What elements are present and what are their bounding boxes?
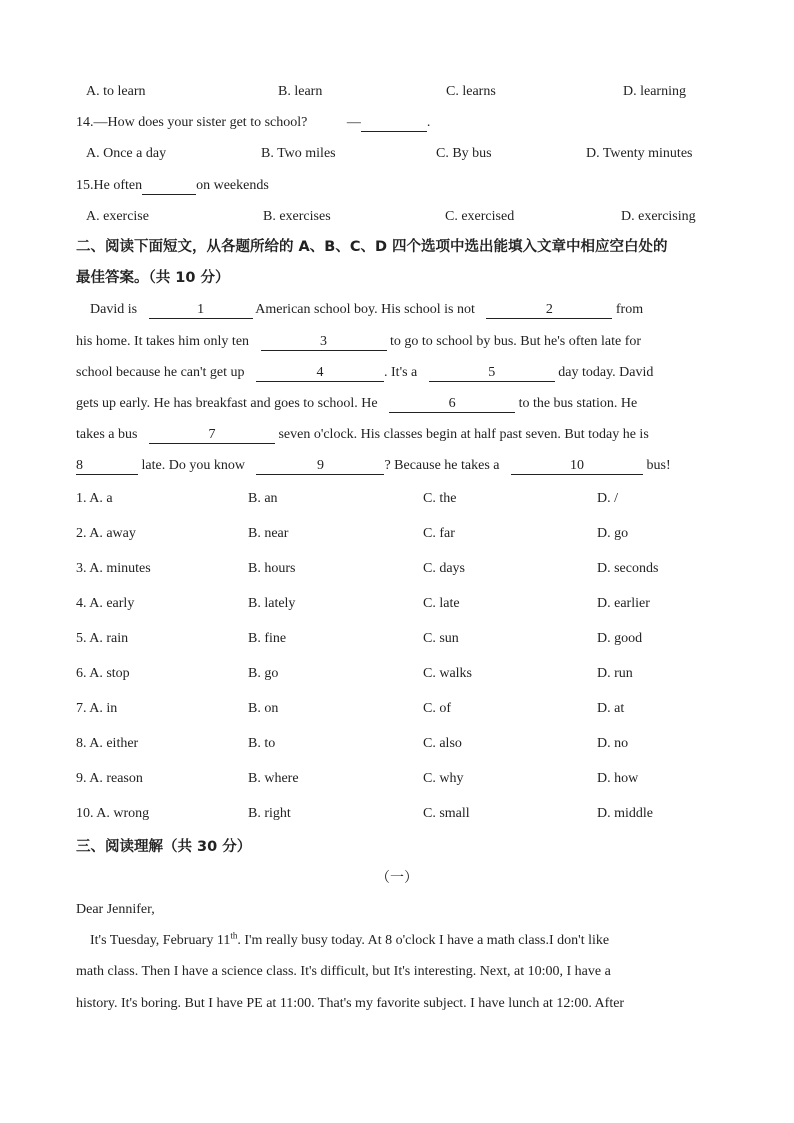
cloze-text: American school boy. His school is not <box>255 302 475 317</box>
q15-blank <box>142 178 196 195</box>
q15-post: on weekends <box>196 178 269 193</box>
cloze-line-4 <box>76 395 637 413</box>
q14-option-b: B. Two miles <box>261 146 336 161</box>
letter-text: It's Tuesday, February 11 <box>90 933 231 948</box>
q13-option-a: A. to learn <box>86 84 146 99</box>
q13-option-b: B. learn <box>278 84 323 99</box>
option-d: D. good <box>597 631 643 646</box>
option-a: 10. A. wrong <box>76 806 150 821</box>
section2-heading-line2: 最佳答案。（共 10 分） <box>76 270 230 286</box>
q13-option-c: C. learns <box>446 84 496 99</box>
q15-option-a: A. exercise <box>86 209 149 224</box>
letter-text: . I'm really busy today. At 8 o'clock I have a math class.I don't like <box>237 933 610 948</box>
passage-part-label: （一） <box>376 871 418 886</box>
q15-stem <box>76 177 269 195</box>
option-d: D. run <box>597 666 633 681</box>
q15-option-c: C. exercised <box>445 209 515 224</box>
option-d: D. seconds <box>597 561 659 576</box>
q14-blank <box>361 115 427 132</box>
option-c: C. the <box>423 491 457 506</box>
option-b: B. where <box>248 771 299 786</box>
cloze-blank-1: 1 <box>149 302 253 319</box>
option-b: B. to <box>248 736 276 751</box>
option-a: 9. A. reason <box>76 771 143 786</box>
cloze-text: David is <box>90 302 138 317</box>
cloze-text: seven o'clock. His classes begin at half past seven. But today he is <box>278 427 649 442</box>
cloze-blank-9: 9 <box>256 458 384 475</box>
cloze-text: takes a bus <box>76 427 138 442</box>
option-d: D. earlier <box>597 596 650 611</box>
option-c: C. of <box>423 701 451 716</box>
section3-heading: 三、阅读理解（共 30 分） <box>76 839 252 855</box>
option-d: D. no <box>597 736 629 751</box>
q14-option-d: D. Twenty minutes <box>586 146 693 161</box>
option-a: 6. A. stop <box>76 666 130 681</box>
q14-question: 14.—How does your sister get to school? <box>76 115 308 130</box>
letter-superscript: th <box>230 930 238 941</box>
letter-line-1 <box>90 932 609 950</box>
letter-greeting: Dear Jennifer, <box>76 902 155 917</box>
cloze-blank-10: 10 <box>511 458 643 475</box>
cloze-blank-7: 7 <box>149 427 275 444</box>
option-d: D. at <box>597 701 625 716</box>
option-a: 5. A. rain <box>76 631 129 646</box>
cloze-text: to go to school by bus. But he's often late for <box>390 334 642 349</box>
cloze-text: . It's a <box>384 365 418 380</box>
option-b: B. an <box>248 491 278 506</box>
cloze-text: from <box>615 302 644 317</box>
letter-line-3: history. It's boring. But I have PE at 11:00. That's my favorite subject. I have lunch at 12:00. After <box>76 996 625 1011</box>
q15-option-b: B. exercises <box>263 209 331 224</box>
cloze-text: ? Because he takes a <box>384 458 500 473</box>
section2-heading-line1: 二、阅读下面短文，从各题所给的 A、B、C、D 四个选项中选出能填入文章中相应空白处的 <box>76 239 668 255</box>
option-a: 4. A. early <box>76 596 135 611</box>
option-a: 8. A. either <box>76 736 139 751</box>
q14-option-c: C. By bus <box>436 146 492 161</box>
cloze-line-3 <box>76 364 653 382</box>
option-a: 7. A. in <box>76 701 118 716</box>
cloze-text: his home. It takes him only ten <box>76 334 250 349</box>
letter-line-2: math class. Then I have a science class. It's difficult, but It's interesting. Next, at 10:00, I have a <box>76 964 611 979</box>
cloze-line-1 <box>90 301 643 319</box>
cloze-blank-6: 6 <box>389 396 515 413</box>
cloze-text: to the bus station. He <box>518 396 638 411</box>
option-b: B. hours <box>248 561 296 576</box>
option-b: B. fine <box>248 631 287 646</box>
option-b: B. go <box>248 666 279 681</box>
option-a: 2. A. away <box>76 526 136 541</box>
cloze-text: late. Do you know <box>141 458 245 473</box>
option-b: B. lately <box>248 596 296 611</box>
option-c: C. days <box>423 561 465 576</box>
option-c: C. sun <box>423 631 459 646</box>
q15-pre: 15.He often <box>76 178 143 193</box>
cloze-blank-8: 8 <box>76 458 138 475</box>
q13-option-d: D. learning <box>623 84 686 99</box>
option-d: D. go <box>597 526 629 541</box>
option-c: C. late <box>423 596 460 611</box>
q14-stem: 14.—How does your sister get to school? — . <box>76 115 431 130</box>
cloze-blank-4: 4 <box>256 365 384 382</box>
cloze-blank-3: 3 <box>261 334 387 351</box>
option-c: C. small <box>423 806 470 821</box>
option-b: B. right <box>248 806 291 821</box>
q14-option-a: A. Once a day <box>86 146 167 161</box>
option-b: B. on <box>248 701 279 716</box>
cloze-text: school because he can't get up <box>76 365 245 380</box>
cloze-text: bus! <box>646 458 671 473</box>
option-c: C. walks <box>423 666 472 681</box>
cloze-line-5 <box>76 426 649 444</box>
q14-dash: — <box>346 115 361 130</box>
cloze-line-2 <box>76 333 641 351</box>
cloze-line-6 <box>76 457 671 475</box>
q15-option-d: D. exercising <box>621 209 696 224</box>
option-c: C. why <box>423 771 464 786</box>
option-c: C. also <box>423 736 462 751</box>
option-a: 3. A. minutes <box>76 561 151 576</box>
option-d: D. how <box>597 771 639 786</box>
cloze-blank-2: 2 <box>486 302 612 319</box>
cloze-text: day today. David <box>558 365 654 380</box>
option-d: D. middle <box>597 806 653 821</box>
option-c: C. far <box>423 526 455 541</box>
option-b: B. near <box>248 526 289 541</box>
option-d: D. / <box>597 491 618 506</box>
cloze-blank-5: 5 <box>429 365 555 382</box>
cloze-text: gets up early. He has breakfast and goes to school. He <box>76 396 378 411</box>
option-a: 1. A. a <box>76 491 113 506</box>
